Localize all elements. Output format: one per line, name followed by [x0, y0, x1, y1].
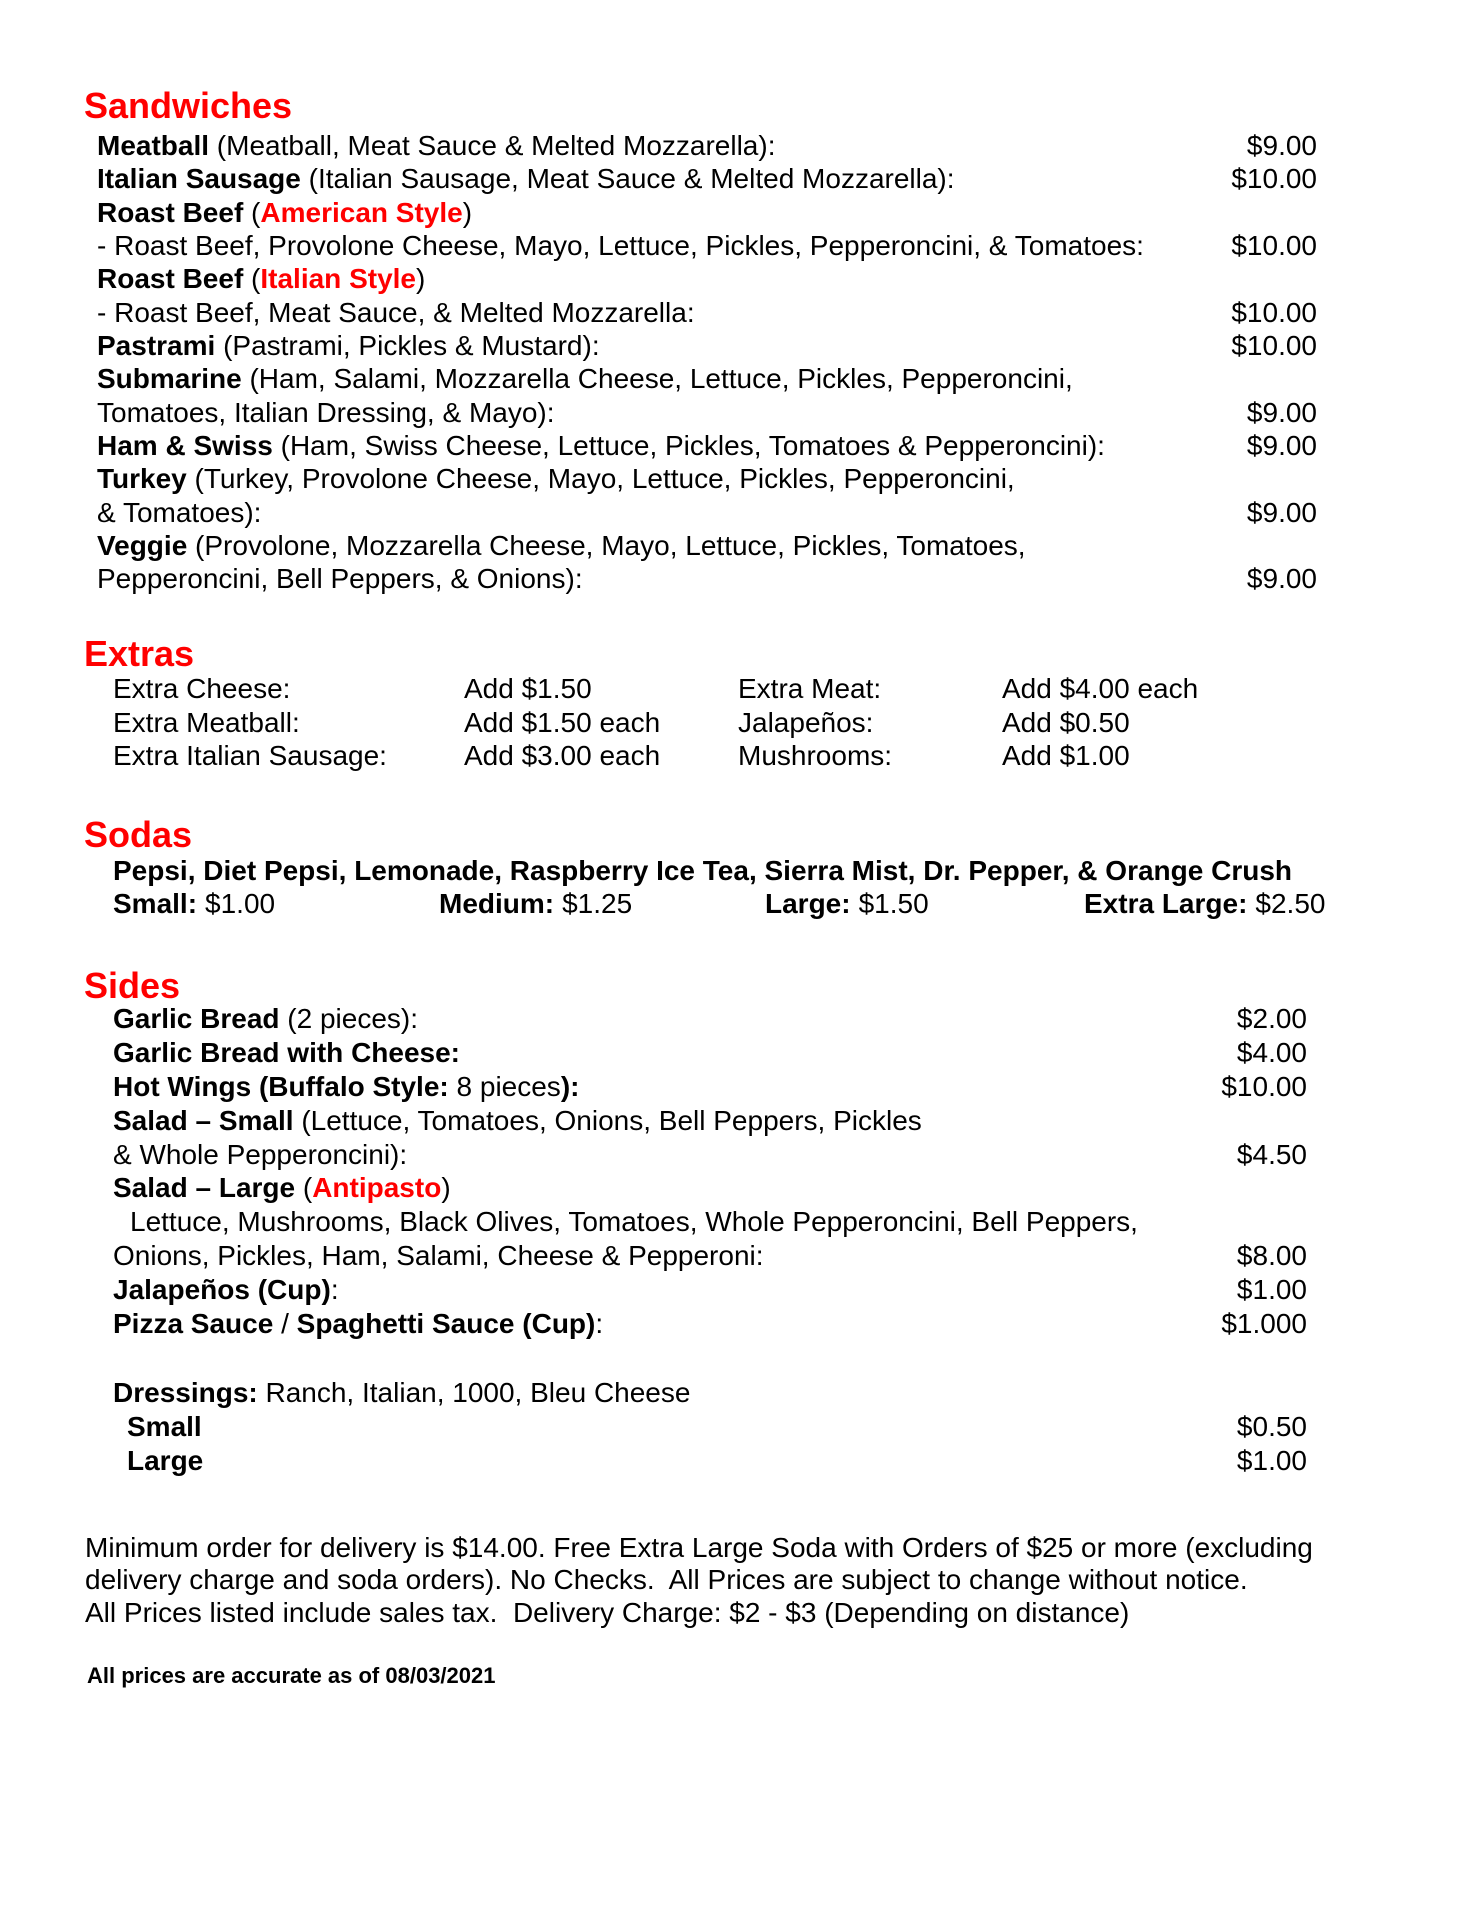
item-paren-open: ( — [243, 263, 261, 295]
extra-price: Add $3.00 each — [464, 740, 661, 771]
item-price: $2.00 — [1236, 1003, 1307, 1034]
footer-line: Minimum order for delivery is $14.00. Free Extra Large Soda with Orders of $25 or more (excluding — [85, 1532, 1313, 1563]
menu-line — [113, 1070, 1307, 1104]
extra-price: Add $4.00 each — [1002, 673, 1199, 704]
item-name: Submarine — [97, 363, 242, 395]
extra-label: Jalapeños: — [738, 706, 874, 738]
item-price: $10.00 — [1231, 230, 1317, 262]
section-sides — [113, 1002, 1307, 1341]
item-name: Roast Beef — [97, 263, 244, 295]
extra-label: Extra Meatball: — [113, 706, 300, 738]
item-desc: & Whole Pepperoncini): — [113, 1138, 408, 1170]
item-name: Roast Beef — [97, 196, 244, 228]
item-desc: Tomatoes, Italian Dressing, & Mayo): — [97, 396, 555, 428]
item-name: Meatball — [97, 130, 210, 161]
item-paren-close: ) — [416, 263, 426, 295]
size-price: $1.50 — [858, 888, 929, 919]
extras-row — [113, 672, 1304, 706]
section-sandwiches — [97, 129, 1317, 596]
item-price: $10.00 — [1231, 330, 1317, 362]
menu-line — [97, 529, 1317, 562]
item-desc: (Turkey, Provolone Cheese, Mayo, Lettuce, Pickles, Pepperoncini, — [186, 463, 1015, 495]
item-name: Garlic Bread with Cheese: — [113, 1036, 461, 1068]
menu-line — [113, 1171, 1307, 1205]
dressings-line — [113, 1376, 1307, 1410]
item-price: $9.00 — [1246, 396, 1317, 428]
section-title-sandwiches: Sandwiches — [84, 85, 293, 126]
menu-line — [113, 1138, 1307, 1172]
item-price: $9.00 — [1246, 563, 1317, 595]
item-desc: (Ham, Salami, Mozzarella Cheese, Lettuce, Pickles, Pepperoncini, — [241, 363, 1073, 395]
item-style-red: Italian Style — [260, 263, 416, 295]
dressings-options: Ranch, Italian, 1000, Bleu Cheese — [257, 1377, 691, 1408]
item-name: Salad – Small — [113, 1104, 294, 1136]
item-name: Hot Wings (Buffalo Style: — [113, 1070, 449, 1102]
item-desc: Onions, Pickles, Ham, Salami, Cheese & Pepperoni: — [113, 1240, 764, 1272]
soda-size — [113, 887, 439, 921]
menu-line — [97, 196, 1317, 229]
extras-row — [113, 706, 1304, 740]
soda-sizes-row — [113, 887, 1334, 921]
item-mid: / — [273, 1308, 297, 1340]
menu-line — [97, 162, 1317, 195]
size-price: $2.50 — [1255, 888, 1326, 919]
dressing-size-line — [113, 1410, 1307, 1444]
item-colon: : — [330, 1274, 339, 1306]
menu-line — [97, 296, 1317, 329]
menu-line — [113, 1239, 1307, 1273]
item-desc: (Meatball, Meat Sauce & Melted Mozzarella): — [209, 130, 776, 161]
accuracy-note: All prices are accurate as of 08/03/2021 — [87, 1663, 496, 1688]
item-name: Italian Sausage — [97, 163, 301, 195]
item-name: Veggie — [97, 530, 188, 562]
section-title-sodas: Sodas — [84, 814, 193, 855]
item-name: Jalapeños (Cup) — [113, 1274, 331, 1306]
menu-line — [97, 262, 1317, 295]
item-desc: Pepperoncini, Bell Peppers, & Onions): — [97, 563, 583, 595]
extra-price: Add $1.00 — [1002, 740, 1130, 771]
menu-line — [113, 1002, 1307, 1036]
menu-line — [97, 362, 1317, 395]
section-title-sides: Sides — [84, 965, 181, 1006]
size-price: $1.00 — [1236, 1445, 1307, 1476]
item-price: $10.00 — [1231, 296, 1317, 328]
item-name: Turkey — [97, 463, 187, 495]
size-label: Extra Large: — [1084, 888, 1248, 919]
extra-price: Add $1.50 — [464, 673, 592, 704]
soda-flavors: Pepsi, Diet Pepsi, Lemonade, Raspberry Ice Tea, Sierra Mist, Dr. Pepper, & Orange Crush — [113, 855, 1293, 886]
menu-line — [97, 462, 1317, 495]
item-price: $1.00 — [1236, 1274, 1307, 1306]
extra-label: Extra Meat: — [738, 673, 882, 704]
item-desc: (Provolone, Mozzarella Cheese, Mayo, Lettuce, Pickles, Tomatoes, — [187, 530, 1026, 562]
size-label: Small — [127, 1411, 202, 1442]
menu-line — [113, 1036, 1307, 1070]
item-desc: (Ham, Swiss Cheese, Lettuce, Pickles, Tomatoes & Pepperoncini): — [272, 430, 1105, 462]
extra-label: Mushrooms: — [738, 740, 893, 771]
section-extras — [113, 672, 1304, 773]
item-price: $9.00 — [1246, 496, 1317, 528]
item-desc: (Lettuce, Tomatoes, Onions, Bell Peppers, Pickles — [293, 1104, 922, 1136]
item-desc: Lettuce, Mushrooms, Black Olives, Tomatoes, Whole Pepperoncini, Bell Peppers, — [130, 1206, 1138, 1238]
item-price: $10.00 — [1231, 163, 1317, 195]
size-price: $1.00 — [205, 888, 276, 919]
menu-line — [97, 429, 1317, 462]
footer-line: All Prices listed include sales tax. Delivery Charge: $2 - $3 (Depending on distance) — [85, 1596, 1130, 1628]
menu-line — [97, 229, 1317, 262]
extra-label: Extra Italian Sausage: — [113, 740, 387, 771]
item-name: Pizza Sauce — [113, 1308, 274, 1340]
extra-label: Extra Cheese: — [113, 673, 291, 704]
item-name: Ham & Swiss — [97, 430, 273, 462]
menu-line — [97, 496, 1317, 529]
soda-size — [765, 887, 1084, 921]
extras-row — [113, 739, 1304, 773]
menu-line — [97, 129, 1317, 162]
section-title-extras: Extras — [84, 633, 195, 674]
menu-line — [113, 1205, 1307, 1239]
extra-price: Add $1.50 each — [464, 706, 661, 738]
item-price: $9.00 — [1246, 130, 1317, 161]
size-label: Medium: — [439, 888, 555, 919]
extra-price: Add $0.50 — [1002, 706, 1130, 738]
soda-size — [1084, 887, 1334, 921]
item-desc: - Roast Beef, Meat Sauce, & Melted Mozzarella: — [97, 296, 695, 328]
menu-line — [97, 396, 1317, 429]
item-price: $9.00 — [1246, 430, 1317, 462]
item-name: Pastrami — [97, 330, 216, 362]
item-mid: 8 pieces — [448, 1070, 561, 1102]
item-name2: Spaghetti Sauce (Cup) — [296, 1308, 596, 1340]
size-price: $0.50 — [1236, 1411, 1307, 1442]
menu-line — [97, 562, 1317, 595]
footer-line: delivery charge and soda orders). No Checks. All Prices are subject to change without notice. — [85, 1564, 1248, 1596]
item-style-red: American Style — [260, 196, 463, 228]
item-price: $4.50 — [1236, 1138, 1307, 1170]
item-price: $8.00 — [1236, 1240, 1307, 1272]
item-desc: (2 pieces): — [279, 1003, 419, 1034]
menu-line — [113, 1104, 1307, 1138]
item-desc: - Roast Beef, Provolone Cheese, Mayo, Lettuce, Pickles, Pepperoncini, & Tomatoes: — [97, 230, 1144, 262]
menu-line — [113, 1307, 1307, 1341]
item-desc: (Pastrami, Pickles & Mustard): — [215, 330, 600, 362]
item-paren-close: ) — [462, 196, 473, 228]
item-desc: (Italian Sausage, Meat Sauce & Melted Mozzarella): — [300, 163, 955, 195]
item-paren-close: ) — [441, 1172, 451, 1204]
item-desc: & Tomatoes): — [97, 496, 262, 528]
item-name2: ): — [560, 1070, 580, 1102]
footer-paragraph — [85, 1532, 1313, 1629]
dressings-label: Dressings: — [113, 1377, 258, 1408]
item-paren-open: ( — [243, 196, 261, 228]
soda-size — [439, 887, 765, 921]
size-price: $1.25 — [562, 888, 633, 919]
size-label: Large — [127, 1445, 204, 1476]
item-colon: : — [595, 1308, 604, 1340]
item-name: Salad – Large — [113, 1172, 296, 1204]
item-price: $4.00 — [1236, 1036, 1307, 1068]
menu-line — [97, 329, 1317, 362]
item-price: $10.00 — [1221, 1070, 1307, 1102]
menu-line — [113, 1273, 1307, 1307]
item-style-red: Antipasto — [312, 1172, 442, 1204]
dressing-size-line — [113, 1444, 1307, 1478]
section-dressings — [113, 1376, 1307, 1478]
item-paren-open: ( — [295, 1172, 313, 1204]
size-label: Small: — [113, 888, 198, 919]
size-label: Large: — [765, 888, 851, 919]
item-name: Garlic Bread — [113, 1003, 280, 1034]
item-price: $1.000 — [1221, 1308, 1307, 1340]
